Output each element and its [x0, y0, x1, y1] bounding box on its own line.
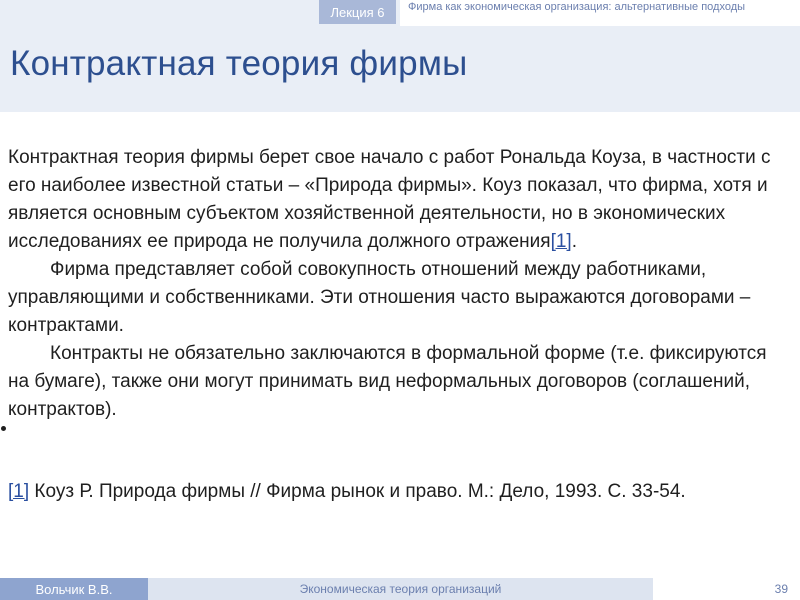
paragraph-1-end: . — [571, 231, 577, 252]
footnote-backref-link[interactable]: [1] — [8, 481, 30, 502]
footnote — [8, 481, 788, 503]
footnote-text: Коуз Р. Природа фирмы // Фирма рынок и право. М.: Дело, 1993. С. 33-54. — [29, 481, 686, 502]
page-number: 39 — [653, 578, 800, 600]
empty-bullet — [8, 424, 783, 446]
footnote-ref-link[interactable]: [1] — [550, 231, 572, 252]
lecture-tab: Лекция 6 — [319, 0, 396, 24]
footer-author: Вольчик В.В. — [0, 578, 148, 600]
slide-title: Контрактная теория фирмы — [10, 44, 468, 83]
paragraph-1 — [8, 144, 783, 256]
footer-course: Экономическая теория организаций — [148, 578, 653, 600]
slide-header — [0, 0, 800, 112]
paragraph-3: Контракты не обязательно заключаются в формальной форме (т.е. фиксируются на бумаге), также они могут принимать вид неформальных договоров (соглашений, контрактов). — [8, 343, 767, 420]
paragraph-2: Фирма представляет собой совокупность отношений между работниками, управляющими и собственниками. Эти отношения часто выражаются договорами – контрактами. — [8, 259, 751, 336]
slide-footer — [0, 578, 800, 600]
slide-body — [8, 144, 783, 446]
lecture-title: Фирма как экономическая организация: альтернативные подходы — [400, 0, 800, 26]
paragraph-1-text: Контрактная теория фирмы берет свое начало с работ Рональда Коуза, в частности с его наиболее известной статьи – «Природа фирмы». Коуз показал, что фирма, хотя и является основным субъектом хозяйственной деятельности, но в экономических исследованиях ее природа не получила должного отражения — [8, 147, 771, 252]
bullet-dot-icon — [1, 426, 6, 431]
